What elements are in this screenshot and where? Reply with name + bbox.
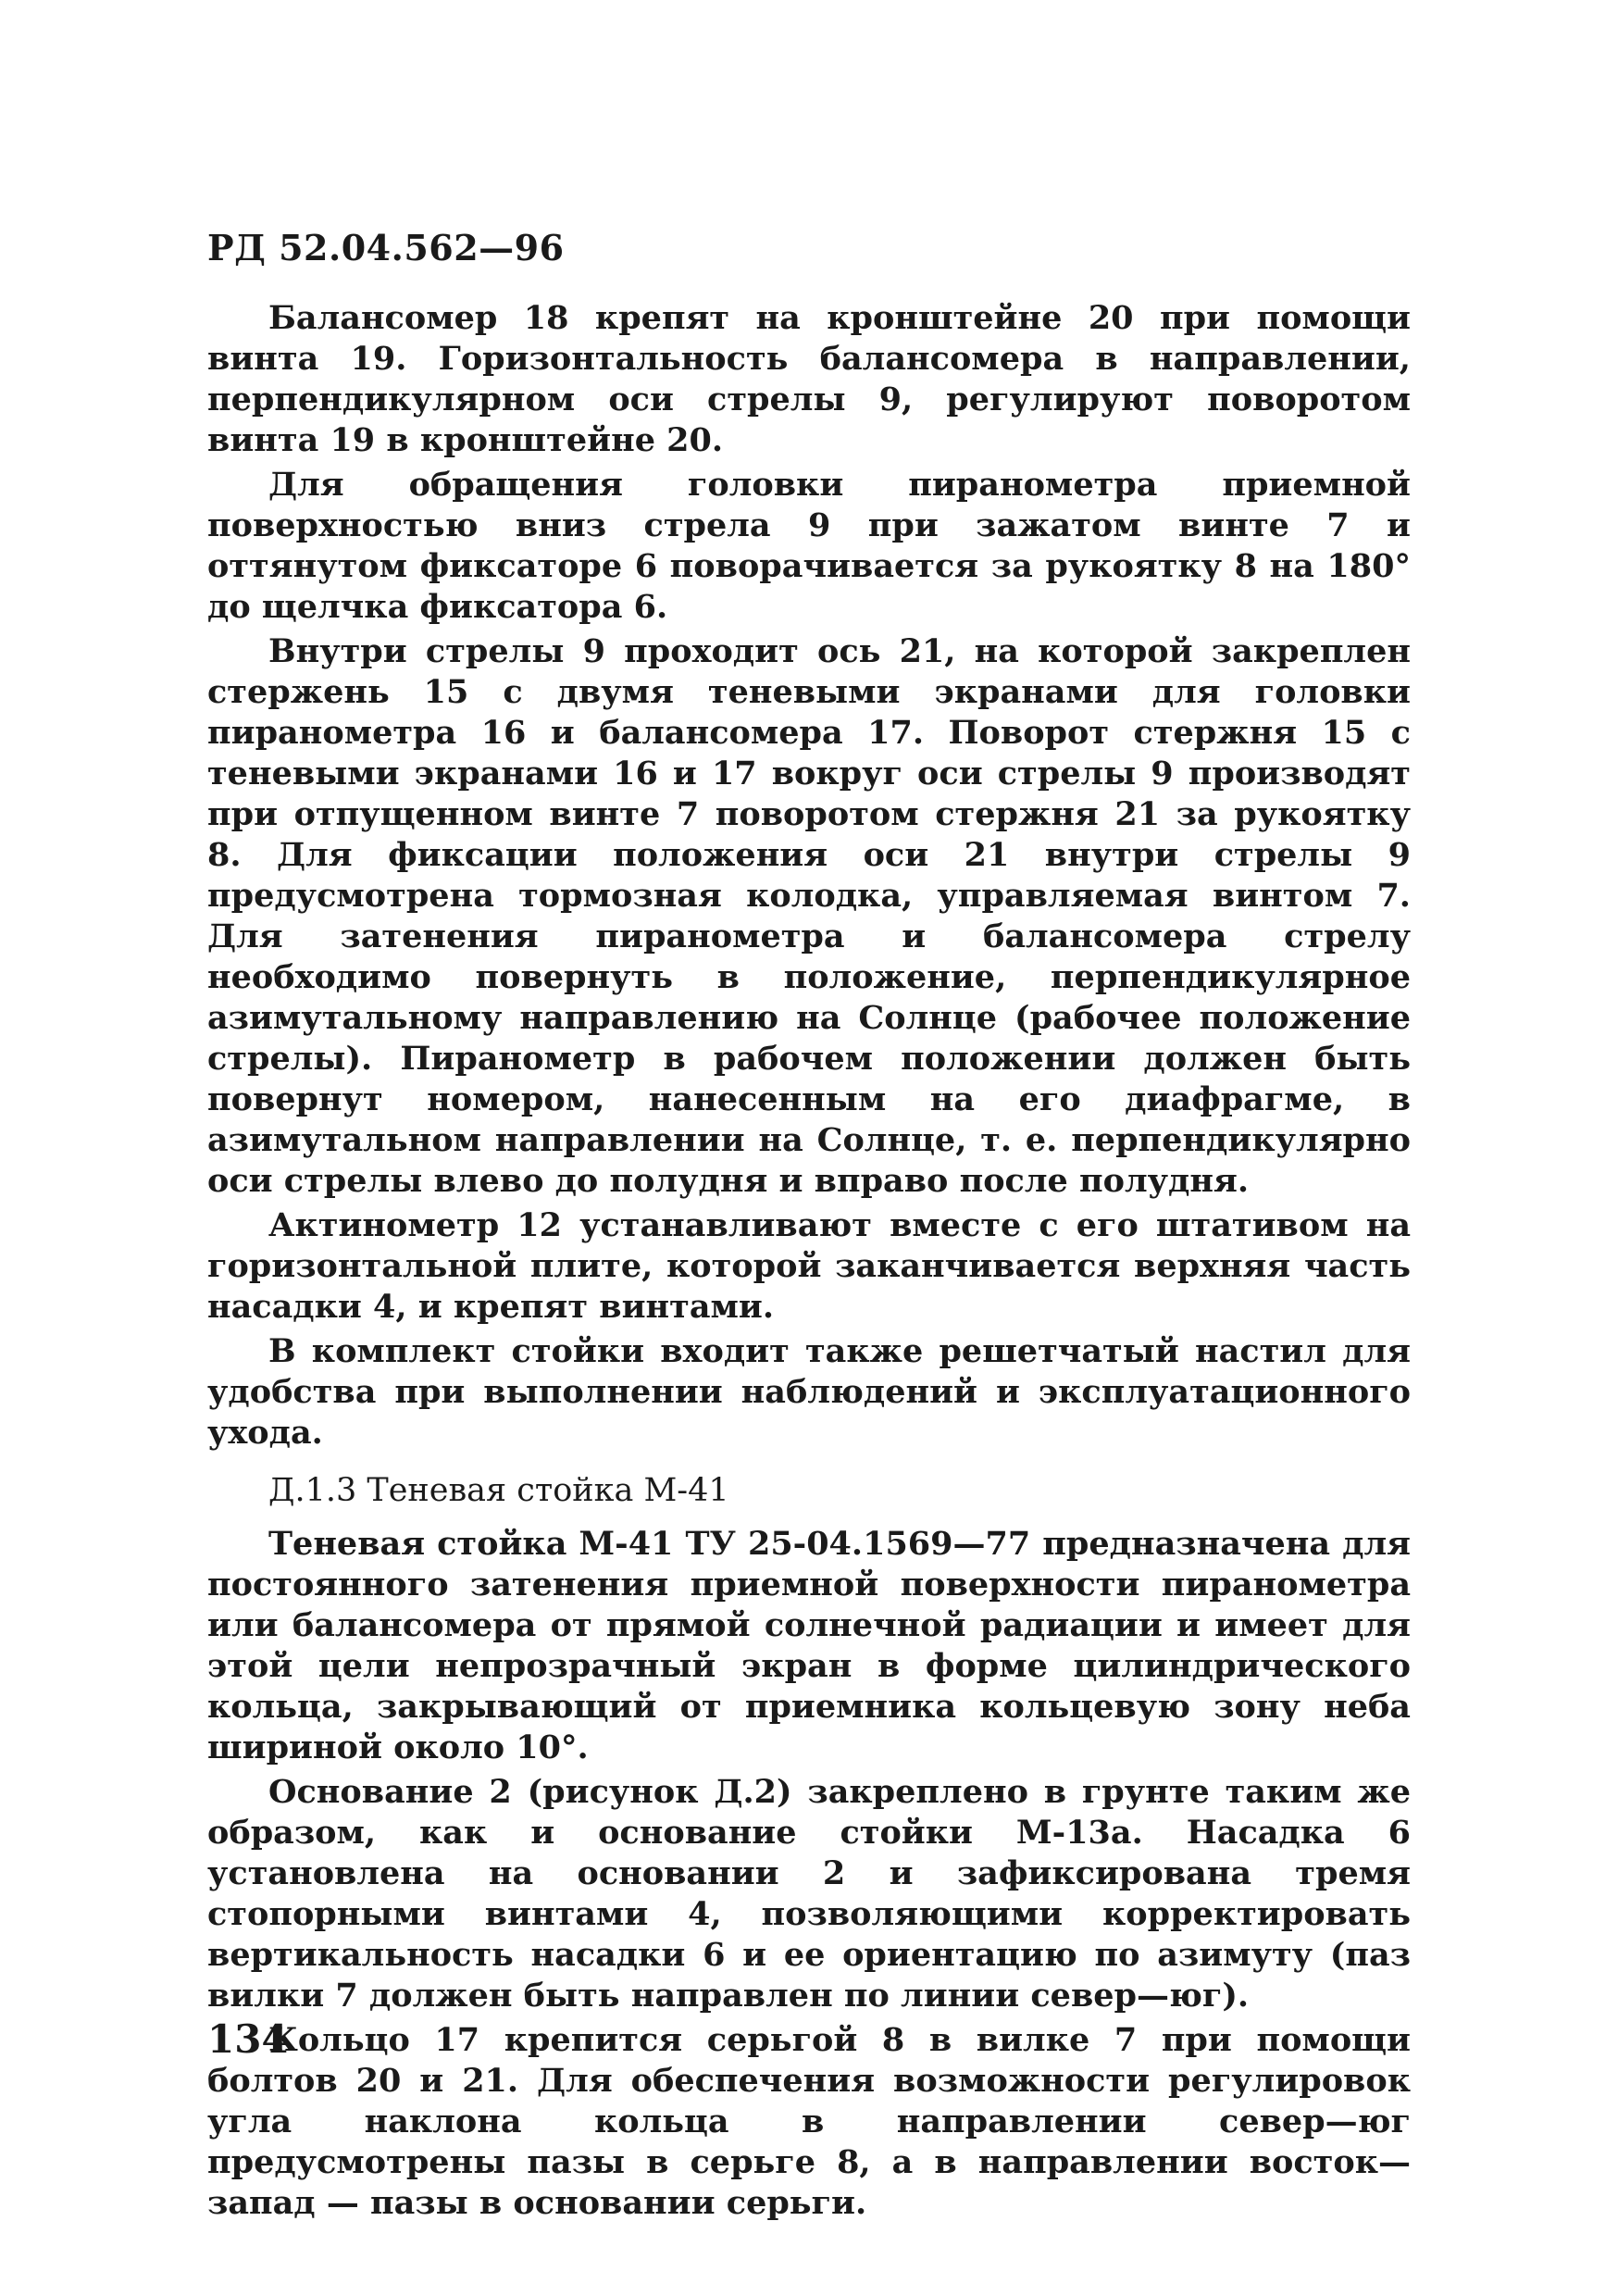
body-text bbox=[207, 298, 1411, 2227]
paragraph-m41-purpose: Теневая стойка М-41 ТУ 25-04.1569—77 предназначена для постоянного затенения приемной поверхности пиранометра или балансомера от прямой солнечной радиации и имеет для этой цели непрозрачный экран в форме цилиндрического кольца, закрывающий от приемника кольцевую зону неба шириной около 10°. bbox=[207, 1525, 1411, 1766]
section-heading: Д.1.3 Теневая стойка М-41 bbox=[268, 1472, 729, 1509]
page-number: 134 bbox=[207, 2016, 289, 2062]
paragraph-actinometer: Актинометр 12 устанавливают вместе с его штативом на горизонтальной плите, которой заканчивается верхняя часть насадки 4, и крепят винтами. bbox=[207, 1206, 1411, 1326]
paragraph-balancemeter-mount: Балансомер 18 крепят на кронштейне 20 при помощи винта 19. Горизонтальность балансомера в направлении, перпендикулярном оси стрелы 9, регулируют поворотом винта 19 в кронштейне 20. bbox=[207, 299, 1411, 459]
paragraph-m41-base: Основание 2 (рисунок Д.2) закреплено в грунте таким же образом, как и основание стойки М-13а. Насадка 6 установлена на основании 2 и зафиксирована тремя стопорными винтами 4, позволяющими корректировать вертикальность насадки 6 и ее ориентацию по азимуту (паз вилки 7 должен быть направлен по линии север—юг). bbox=[207, 1773, 1411, 2015]
paragraph-pyranometer-flip: Для обращения головки пиранометра приемной поверхностью вниз стрела 9 при зажатом винте 7 и оттянутом фиксаторе 6 поворачивается за рукоятку 8 на 180° до щелчка фиксатора 6. bbox=[207, 466, 1411, 626]
paragraph-platform: В комплект стойки входит также решетчатый настил для удобства при выполнении наблюдений и эксплуатационного ухода. bbox=[207, 1332, 1411, 1452]
document-code-header: РД 52.04.562—96 bbox=[207, 227, 565, 268]
paragraph-shade-screens: Внутри стрелы 9 проходит ось 21, на которой закреплен стержень 15 с двумя теневыми экранами для головки пиранометра 16 и балансомера 17. Поворот стержня 15 с теневыми экранами 16 и 17 вокруг оси стрелы 9 производят при отпущенном винте 7 поворотом стержня 21 за рукоятку 8. Для фиксации положения оси 21 внутри стрелы 9 предусмотрена тормозная колодка, управляемая винтом 7. Для затенения пиранометра и балансомера стрелу необходимо повернуть в положение, перпендикулярное азимутальному направлению на Солнце (рабочее положение стрелы). Пиранометр в рабочем положении должен быть повернут номером, нанесенным на его диафрагме, в азимутальном направлении на Солнце, т. е. перпендикулярно оси стрелы влево до полудня и вправо после полудня. bbox=[207, 632, 1411, 1200]
paragraph-m41-ring: Кольцо 17 крепится серьгой 8 в вилке 7 при помощи болтов 20 и 21. Для обеспечения возможности регулировок угла наклона кольца в направлении север—юг предусмотрены пазы в серьге 8, а в направлении восток—запад — пазы в основании серьги. bbox=[207, 2021, 1411, 2222]
